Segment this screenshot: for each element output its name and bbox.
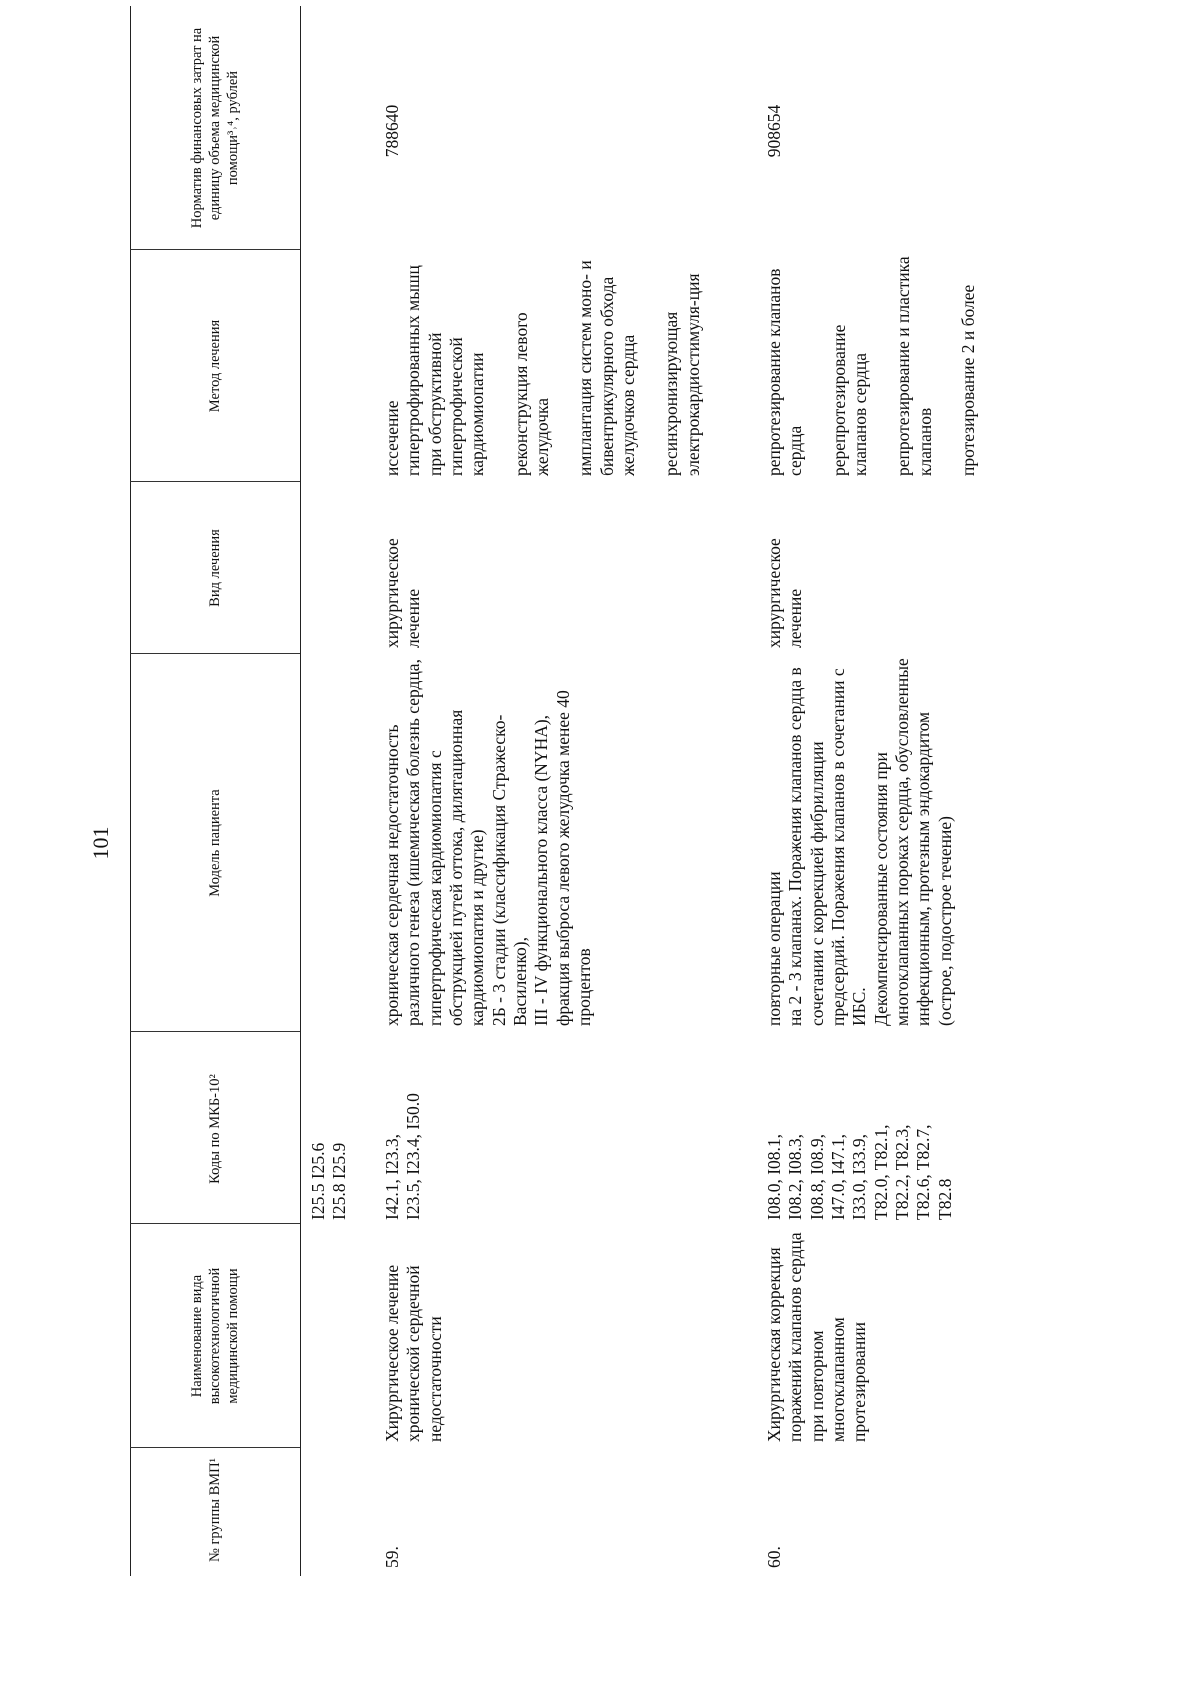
header-group-number: № группы ВМП¹ [206, 1458, 223, 1562]
method-item: репротезирование и пластика клапанов [893, 256, 935, 476]
column-divider [130, 249, 300, 250]
care-name: Хирургическое лечение хронической сердечной недостаточности [382, 1264, 445, 1442]
method-item: протезирование 2 и более [958, 284, 979, 476]
method-item: ререпротезирование клапанов сердца [828, 324, 871, 476]
method-item: репротезирование клапанов сердца [764, 268, 806, 476]
continuation-codes [308, 1032, 351, 1220]
header-treatment-kind: Вид лечения [206, 529, 223, 607]
treatment-kind: хирургическое лечение [764, 538, 806, 648]
treatment-kind: хирургическое лечение [382, 538, 424, 648]
patient-model [382, 654, 595, 1026]
row-number: 59. [382, 1546, 402, 1568]
codes-text: I42.1, I23.3, I23.5, I23.4, I50.0 [382, 1093, 424, 1220]
method-item: реконструкция левого желудочка [510, 312, 553, 476]
icd-codes [382, 1030, 425, 1220]
model-text: хроническая сердечная недостаточность различного генеза (ишемическая болезнь сердца, гипертрофическая кардиомиопатия с обструкцией путей оттока, дилятационная кардиомиопатия и другие) 2Б - 3 стадии (классификация Стражеско-Василенко), III - IV функционального класса (NYHA), фракция выброса левого желудочка менее 40 процентов [382, 659, 595, 1026]
header-financial-norm: Норматив финансовых затрат на единицу объема медицинской помощи³˒⁴, рублей [188, 27, 242, 229]
model-text: повторные операции на 2 - 3 клапанах. Поражения клапанов сердца в сочетании с коррекцией фибрилляции предсердий. Поражения клапанов в сочетании с ИБС. Декомпенсированные состояния при многоклапанных пороках сердца, обусловленные инфекционным, протезным эндокардитом (острое, подострое течение) [764, 658, 955, 1026]
table-header-bottom-rule [300, 6, 301, 1576]
codes-text: I25.5 I25.6 I25.8 I25.9 [308, 1142, 350, 1220]
column-divider [130, 653, 300, 654]
method-item: имплантация систем моно- и бивентрикулярного обхода желудочков сердца [575, 260, 639, 476]
method-item: иссечение гипертрофированных мышц при обструктивной гипертрофической кардиомиопатии [382, 265, 488, 476]
column-divider [130, 1447, 300, 1448]
column-divider [130, 481, 300, 482]
method-item: ресинхронизирующая электрокардиостимуля-ция [661, 273, 703, 476]
icd-codes [764, 1030, 956, 1220]
page-number: 101 [88, 826, 113, 860]
treatment-methods [382, 252, 726, 476]
table-header-top-rule [130, 6, 131, 1576]
financial-norm: 908654 [764, 104, 784, 158]
header-care-name: Наименование вида высокотехнологичной медицинской помощи [188, 1267, 242, 1405]
header-icd-codes: Коды по МКБ-10² [206, 1074, 223, 1184]
row-number: 60. [764, 1546, 784, 1568]
care-name: Хирургическая коррекция поражений клапанов сердца при повторном многоклапанном протезировании [764, 1232, 870, 1442]
header-patient-model: Модель пациента [206, 789, 223, 897]
treatment-methods [764, 252, 1001, 476]
financial-norm: 788640 [382, 104, 402, 158]
header-treatment-method: Метод лечения [206, 319, 223, 413]
codes-text: I08.0, I08.1, I08.2, I08.3, I08.8, I08.9, I47.0, I47.1, I33.0, I33.9, T82.0, T82.1, T82.2, T82.3, T82.6, T82.7, T82.8 [764, 1124, 955, 1220]
patient-model [764, 654, 956, 1026]
